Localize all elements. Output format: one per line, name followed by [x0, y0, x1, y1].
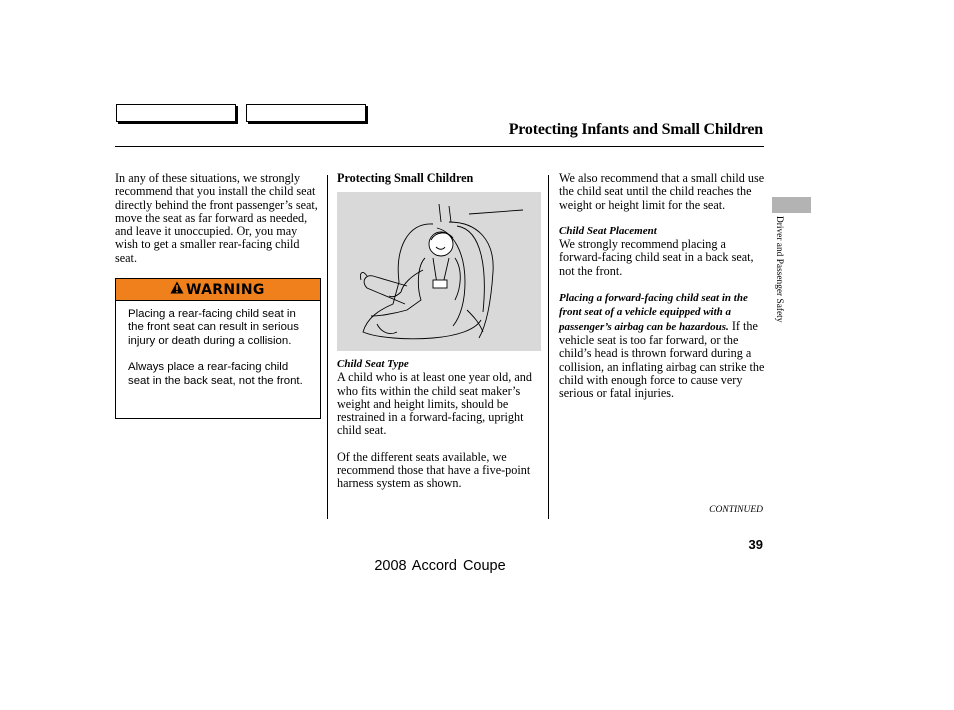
section-heading: Protecting Small Children — [337, 171, 474, 185]
footer-model: 2008 Accord Coupe — [374, 558, 506, 574]
warning-body — [116, 301, 320, 388]
warning-triangle-icon — [170, 281, 184, 298]
right-column — [559, 172, 765, 400]
column-divider-left — [327, 175, 328, 519]
child-seat-drawing — [337, 192, 541, 351]
middle-column-body — [337, 358, 542, 491]
body-paragraph: A child who is at least one year old, and who fits within the child seat maker’s weight and height limits, should be restrained in a forward-facing, upright child seat. — [337, 370, 532, 438]
section-tab-label: Driver and Passenger Safety — [774, 216, 784, 323]
column-divider-right — [548, 175, 549, 519]
intro-paragraph: In any of these situations, we strongly recommend that you install the child seat directly behind the front passenger’s seat, move the seat as far forward as needed, and leave it unoccupied. Or, you may wish to get a smaller rear-facing child seat. — [115, 171, 318, 265]
body-paragraph: We also recommend that a small child use the child seat until the child reaches the weight or height limit for the seat. — [559, 171, 765, 212]
illustration-caption: Child Seat Type — [337, 358, 409, 370]
airbag-warning-paragraph — [559, 291, 765, 400]
warning-box — [115, 278, 321, 419]
left-column — [115, 172, 320, 265]
warning-label: WARNING — [186, 281, 265, 298]
middle-column — [337, 172, 542, 185]
nav-box-1[interactable] — [116, 104, 236, 122]
heading-rule — [115, 146, 764, 147]
body-paragraph: We strongly recommend placing a forward-facing child seat in a back seat, not the front. — [559, 237, 754, 278]
page-title: Protecting Infants and Small Children — [508, 121, 763, 138]
warning-header — [116, 279, 320, 301]
warning-paragraph: Placing a rear-facing child seat in the front seat can result in serious injury or death during a collision. — [128, 308, 299, 347]
placement-heading: Child Seat Placement — [559, 224, 657, 237]
airbag-warning-text: If the vehicle seat is too far forward, or the child’s head is thrown forward during a collision, an inflating airbag can strike the child with enough force to cause very serious or fatal injuries. — [559, 318, 765, 401]
section-tab[interactable] — [772, 197, 811, 213]
warning-paragraph: Always place a rear-facing child seat in the back seat, not the front. — [128, 361, 303, 387]
airbag-warning-lead: Placing a forward-facing child seat in the front seat of a vehicle equipped with a passenger’s airbag can be hazardous. — [559, 292, 748, 333]
body-paragraph: Of the different seats available, we recommend those that have a five-point harness system as shown. — [337, 449, 531, 491]
page-number: 39 — [748, 537, 763, 552]
nav-box-2[interactable] — [246, 104, 366, 122]
continued-label: CONTINUED — [709, 505, 763, 515]
child-seat-illustration — [337, 192, 541, 351]
